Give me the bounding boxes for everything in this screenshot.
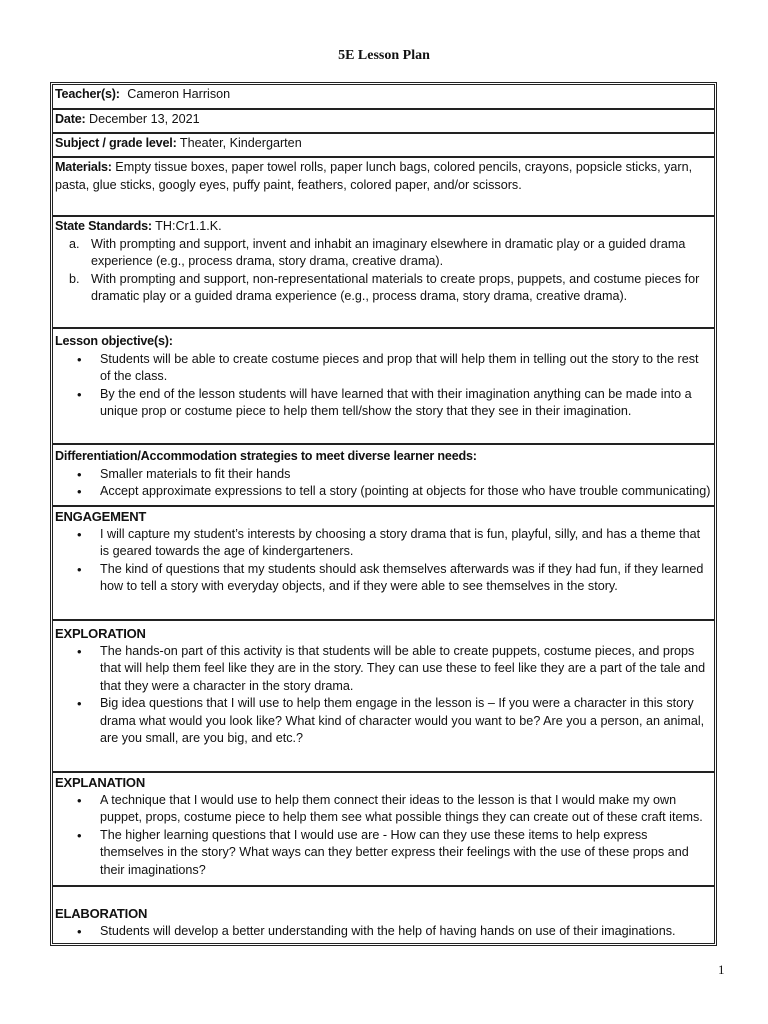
list-marker: a. xyxy=(69,236,80,251)
elaboration-list xyxy=(55,923,712,941)
list-item-text: With prompting and support, non-representational materials to create props, puppets, and costume pieces for dramatic play or a guided drama experience (e.g., process drama, story drama, creative drama). xyxy=(91,271,700,303)
standards-list xyxy=(55,236,712,306)
exploration-row xyxy=(52,620,715,772)
differentiation-label: Differentiation/Accommodation strategies to meet diverse learner needs: xyxy=(55,449,477,463)
explanation-row xyxy=(52,772,715,886)
exploration-heading: EXPLORATION xyxy=(55,626,146,641)
list-item: • I will capture my student’s interests by choosing a story drama that is fun, playful, silly, and has a theme that is geared towards the age of kindergarteners. xyxy=(55,526,712,561)
objectives-list xyxy=(55,351,712,421)
subject-value: Theater, Kindergarten xyxy=(179,136,302,150)
list-item xyxy=(55,236,712,271)
list-item: • Accept approximate expressions to tell a story (pointing at objects for those who have trouble communicating) xyxy=(55,483,712,501)
explanation-list xyxy=(55,792,712,880)
lesson-plan-table xyxy=(50,82,717,946)
page-number: 1 xyxy=(718,962,725,977)
subject-row xyxy=(52,133,715,157)
differentiation-list xyxy=(55,466,712,501)
materials-value: Empty tissue boxes, paper towel rolls, paper lunch bags, colored pencils, crayons, popsicle sticks, yarn, pasta, glue sticks, googly eyes, puffy paint, feathers, colored paper, and/or scissors. xyxy=(55,160,693,192)
elaboration-row xyxy=(52,886,715,944)
date-value: December 13, 2021 xyxy=(89,112,200,126)
list-item: • The hands-on part of this activity is that students will be able to create puppets, costume pieces, and props that will help them feel like they are in the story. They can use these to feel like they are a part of the tale and that they were a character in the story drama. xyxy=(55,643,712,696)
list-item: • By the end of the lesson students will have learned that with their imagination anything can be made into a unique prop or costume piece to help them tell/show the story that they see in their imagination. xyxy=(55,386,712,421)
list-item: • Students will develop a better understanding with the help of having hands on use of their imaginations. xyxy=(55,923,712,941)
teacher-value: Cameron Harrison xyxy=(127,87,231,101)
list-item: • The kind of questions that my students should ask themselves afterwards was if they had fun, if they learned how to tell a story with everyday objects, and if they were able to see themselves in the story. xyxy=(55,561,712,596)
objectives-row xyxy=(52,328,715,444)
list-item xyxy=(55,271,712,306)
engagement-list xyxy=(55,526,712,596)
date-row xyxy=(52,109,715,133)
teacher-label: Teacher(s): xyxy=(55,87,120,101)
standards-value: TH:Cr1.1.K. xyxy=(155,219,222,233)
standards-row xyxy=(52,216,715,328)
list-item: • A technique that I would use to help them connect their ideas to the lesson is that I would make my own puppet, props, costume piece to help them see what possible things they can create out of these craft items. xyxy=(55,792,712,827)
elaboration-heading: ELABORATION xyxy=(55,906,148,921)
list-item: • Smaller materials to fit their hands xyxy=(55,466,712,484)
materials-row xyxy=(52,157,715,216)
list-item: • Students will be able to create costume pieces and prop that will help them in telling out the story to the rest of the class. xyxy=(55,351,712,386)
engagement-heading: ENGAGEMENT xyxy=(55,509,147,524)
differentiation-row xyxy=(52,444,715,506)
list-marker: b. xyxy=(69,271,80,286)
subject-label: Subject / grade level: xyxy=(55,136,177,150)
teacher-row xyxy=(52,84,715,109)
list-item-text: With prompting and support, invent and inhabit an imaginary elsewhere in dramatic play or a guided drama experience (e.g., process drama, story drama, creative drama). xyxy=(91,236,686,268)
standards-label: State Standards: xyxy=(55,219,152,233)
date-label: Date: xyxy=(55,112,86,126)
materials-label: Materials: xyxy=(55,160,112,174)
list-item: • Big idea questions that I will use to help them engage in the lesson is – If you were a character in this story drama what would you look like? What kind of character would you want to be? Are you a person, an animal, are you small, are you big, and etc.? xyxy=(55,695,712,748)
exploration-list xyxy=(55,643,712,748)
document-title: 5E Lesson Plan xyxy=(338,48,430,63)
objectives-label: Lesson objective(s): xyxy=(55,334,173,348)
explanation-heading: EXPLANATION xyxy=(55,775,146,790)
engagement-row xyxy=(52,506,715,620)
list-item: • The higher learning questions that I would use are - How can they use these items to help express themselves in the story? What ways can they better express their feelings with the use of these props and their imaginations? xyxy=(55,827,712,880)
